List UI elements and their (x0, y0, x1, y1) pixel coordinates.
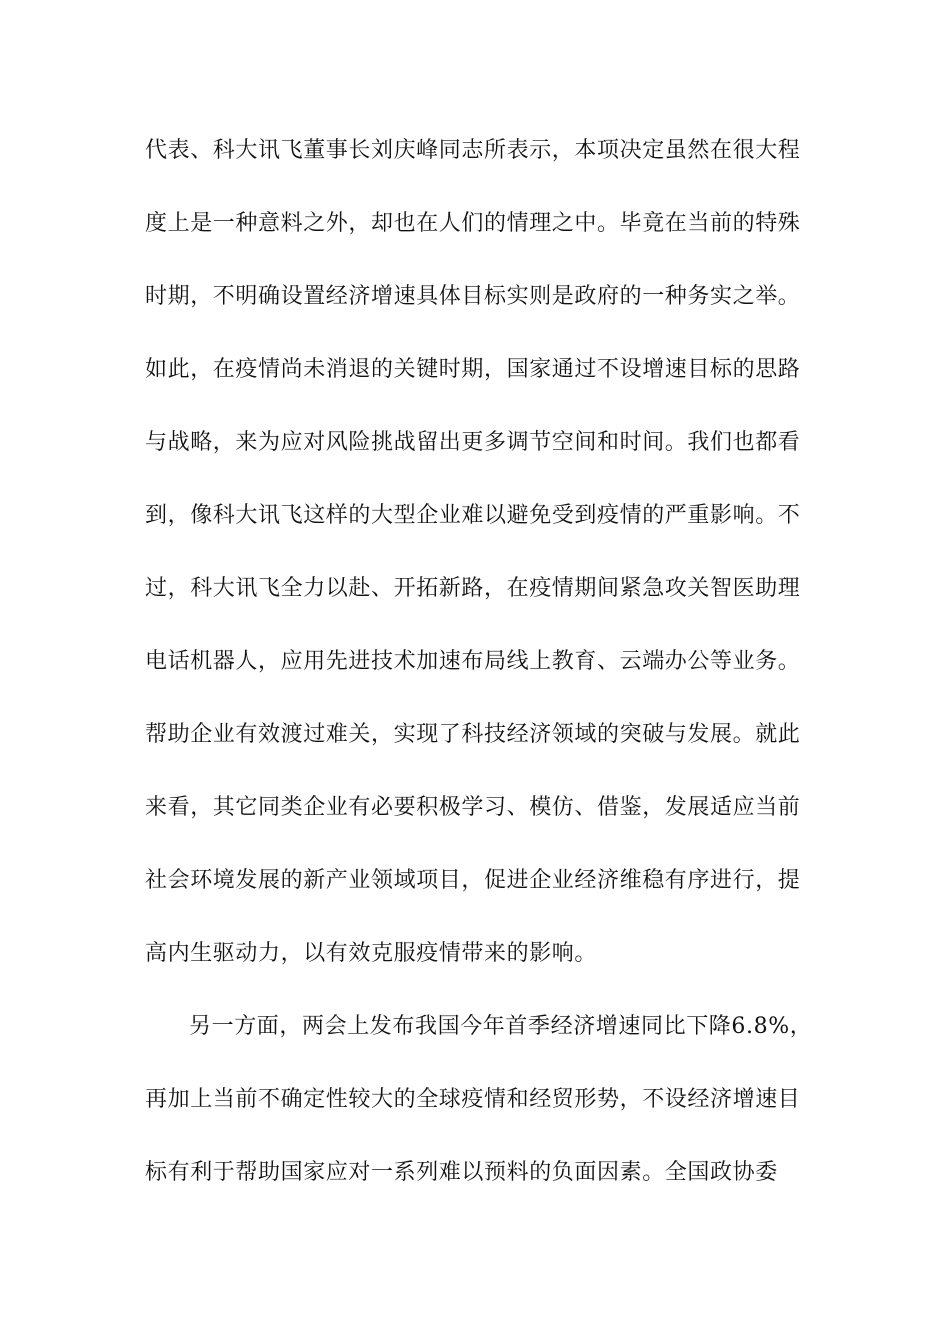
text-line: 与战略，来为应对风险挑战留出更多调节空间和时间。我们也都看 (145, 430, 801, 455)
text-line: 来看，其它同类企业有必要积极学习、模仿、借鉴，发展适应当前 (145, 795, 801, 820)
text-line: 到，像科大讯飞这样的大型企业难以避免受到疫情的严重影响。不 (145, 503, 801, 528)
text-line: 高内生驱动力，以有效克服疫情带来的影响。 (145, 941, 598, 966)
text-line: 社会环境发展的新产业领域项目，促进企业经济维稳有序进行，提 (145, 868, 801, 893)
text-line: 再加上当前不确定性较大的全球疫情和经贸形势，不设经济增速目 (145, 1087, 801, 1112)
paragraph-start-line: 另一方面，两会上发布我国今年首季经济增速同比下降6.8%， (189, 1014, 813, 1039)
body-text (145, 128, 813, 1223)
text-line: 如此，在疫情尚未消退的关键时期，国家通过不设增速目标的思路 (145, 357, 801, 382)
text-line: 时期，不明确设置经济增速具体目标实则是政府的一种务实之举。 (145, 284, 801, 309)
text-line: 代表、科大讯飞董事长刘庆峰同志所表示，本项决定虽然在很大程 (145, 138, 801, 163)
text-line: 电话机器人，应用先进技术加速布局线上教育、云端办公等业务。 (145, 649, 801, 674)
text-line: 度上是一种意料之外，却也在人们的情理之中。毕竟在当前的特殊 (145, 211, 801, 236)
text-line: 过，科大讯飞全力以赴、开拓新路，在疫情期间紧急攻关智医助理 (145, 576, 801, 601)
text-line: 帮助企业有效渡过难关，实现了科技经济领域的突破与发展。就此 (145, 722, 801, 747)
text-line: 标有利于帮助国家应对一系列难以预料的负面因素。全国政协委 (145, 1160, 778, 1185)
